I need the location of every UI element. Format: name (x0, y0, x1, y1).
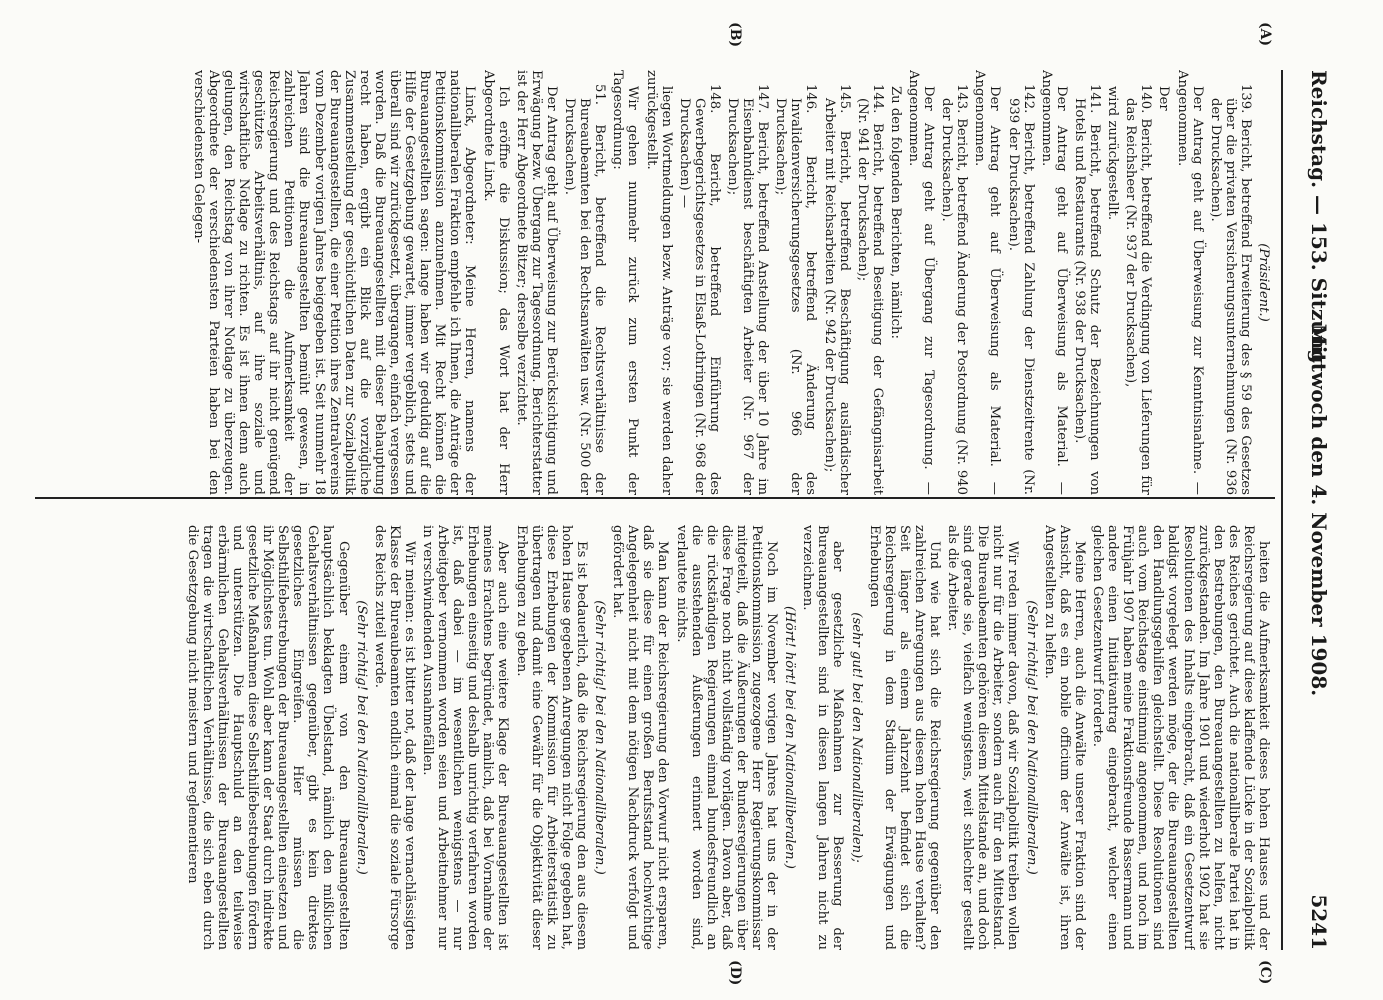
column-divider (35, 497, 1275, 499)
paragraph: Linck, Abgeordneter: Meine Herren, namens der nationalliberalen Fraktion empfehle ich Ihnen, die Anträge der Petitionskommission anzunehmen. Mit Recht können die Bureauangestellten sagen: lange haben wir geduldig auf die Hilfe der Gesetzgebung gewartet, immer vergeblich, stets und überall sind wir zurückgesetzt, übergangen, einfach vergessen worden. Daß die Bureauangestellten mit dieser Behauptung recht haben, ergibt ein Blick auf die vorzügliche Zusammenstellung der geschichtlichen Daten zur Sozialpolitik der Bureauangestellten, die einer Petition ihres Zentralvereins vom Dezember vorigen Jahres beigegeben ist. Seit nunmehr 18 Jahren sind die Bureauangestellten bemüht gewesen, in zahlreichen Petitionen die Aufmerksamkeit der Reichsregierung und des Reichstags auf ihr nicht genügend geschütztes Arbeitsverhältnis, auf ihre soziale und wirtschaftliche Notlage zu richten. Es ist ihnen denn auch gelungen, den Reichstag von ihrer Notlage zu überzeugen. Abgeordnete der verschiedensten Parteien haben bei den verschiedensten Gelegen- (190, 70, 478, 495)
paragraph: 140. Bericht, betreffend die Verdingung von Lieferungen für das Reichsheer (Nr. 937 der Drucksachen), (1123, 84, 1154, 495)
paragraph: 148. Bericht, betreffend Einführung des Gewerbegerichtsgesetzes in Elsaß-Lothringen (Nr. 968 der Drucksachen) — (676, 84, 722, 495)
paragraph: Es ist bedauerlich, daß die Reichsregierung den aus diesem hohen Hause gegebenen Anregungen nicht Folge gegeben hat, diese Erhebungen der Kommission für Arbeiterstatistik zu übertragen und damit eine Gewähr für die Objektivität dieser Erhebungen zu geben. (513, 525, 589, 950)
paragraph: aber gesetzliche Maßnahmen zur Besserung der Bureauangestellten sind in diesen langen Jahren nicht zu verzeichnen. (800, 525, 846, 950)
paragraph: Meine Herren, auch die Anwälte unserer Fraktion sind der Ansicht, daß es ein nobile officium der Anwälte ist, ihren Angestellten zu helfen. (1041, 525, 1087, 950)
header-session: Reichstag. — 153. Sitzung. (1307, 70, 1331, 371)
paragraph: Wir gehen nunmehr zurück zum ersten Punkt der Tagesordnung: (610, 70, 641, 495)
page-number: 5241 (1307, 894, 1331, 950)
paragraph: (Sehr richtig! bei den Nationalliberalen.) (592, 600, 608, 875)
paragraph: heiten die Aufmerksamkeit dieses hohen Hauses und der Reichsregierung auf diese klaffende Lücke in der Sozialpolitik des Reiches gerichtet. Auch die nationalliberale Partei hat in den Bestrebungen, den Bureauangestellten zu helfen, nicht zurückgestanden. Im Jahre 1901 und wiederholt 1902 hat sie Resolutionen des Inhalts eingebracht, daß ein Gesetzentwurf baldigst vorgelegt werden möge, der die Bureauangestellten den Handlungsgehilfen gleichstellt. Diese Resolutionen sind auch vom Reichstage einstimmig angenommen, und noch im Frühjahr 1907 haben meine Fraktionsfreunde Bassermann und andere einen Initiativantrag eingebracht, welcher einen gleichen Gesetzentwurf forderte. (1089, 525, 1271, 950)
paragraph: Aber auch eine weitere Klage der Bureauangestellten ist meines Erachtens begründet, nämlich, daß bei Vornahme der Erhebungen einseitig und deshalb unrichtig verfahren worden ist, daß dabei — im wesentlichen wenigstens — nur Arbeitgeber vernommen worden seien und Arbeitnehmer nur in verschwindenden Ausnahmefällen. (420, 525, 511, 950)
paragraph: 145. Bericht, betreffend Beschäftigung ausländischer Arbeiter mit Reichsarbeiten (Nr. 942 der Drucksachen); (821, 84, 852, 495)
paragraph: 141. Bericht, betreffend Schutz der Bezeichnungen von Hotels und Restaurants (Nr. 938 der Drucksachen). (1071, 84, 1103, 495)
paragraph: 147. Bericht, betreffend Anstellung der über 10 Jahre im Eisenbahndienst beschäftigten Arbeiter (Nr. 967 der Drucksachen); (725, 84, 771, 495)
paragraph: (Präsident.) (1256, 243, 1271, 322)
paragraph: 139. Bericht, betreffend Erweiterung des § 59 des Gesetzes über die privaten Versicherungsunternehmungen (Nr. 936 der Drucksachen). (1207, 84, 1253, 495)
paragraph: 142. Bericht, betreffend Zahlung der Dienstzeitrente (Nr. 939 der Drucksachen). (1005, 84, 1036, 495)
page-header (1281, 70, 1353, 950)
paragraph: Der (1156, 86, 1172, 111)
left-column (41, 70, 1271, 495)
paragraph: 143. Bericht, betreffend Änderung der Postordnung (Nr. 940 der Drucksachen). (939, 84, 970, 495)
paragraph: 144. Bericht, betreffend Beseitigung der Gefängnisarbeit (Nr. 941 der Drucksachen); (854, 84, 885, 495)
paragraph: Zu den folgenden Berichten, nämlich: (887, 86, 903, 339)
paragraph: (sehr gut! bei den Nationalliberalen); (848, 612, 864, 863)
paragraph: Man kann der Reichsregierung den Vorwurf nicht ersparen, daß sie diese für einen großen Berufsstand hochwichtige Angelegenheit nicht mit dem nötigen Nachdruck verfolgt und gefördert hat. (610, 525, 671, 950)
margin-mark-a: (A) (1257, 22, 1273, 47)
margin-mark-b: (B) (727, 22, 743, 48)
paragraph: 146. Bericht, betreffend Änderung des Invalidenversicherungsgesetzes (Nr. 966 der Drucksachen); (773, 84, 819, 495)
paragraph: Gegenüber einem von den Bureauangestellten hauptsächlich beklagten Übelstand, nämlich den mißlichen Gehaltsverhältnissen gegenüber, gibt es kein direktes gesetzliches Eingreifen. Hier müssen die Selbsthilfebestrebungen der Bureauangestellten einsetzen und ihr Möglichstes tun. Wohl aber kann der Staat durch indirekte gesetzliche Maßnahmen diese Selbsthilfebestrebungen fördern und unterstützen. Die Hauptschuld an den teilweise erbärmlichen Gehaltsverhältnissen der Bureauangestellten tragen die wirtschaftlichen Verhältnisse, die sich eben durch die Gesetzgebung nicht meistern und reglementieren (184, 525, 351, 950)
paragraph: Wir meinen: es ist bitter not, daß der lange vernachlässigten Klasse der Bureaubeamten endlich einmal die soziale Fürsorge des Reichs zuteil werde. (371, 525, 417, 950)
paragraph: Der Antrag geht auf Überweisung zur Kenntnisnahme. — Angenommen. (1174, 70, 1205, 495)
margin-mark-d: (D) (727, 960, 743, 986)
paragraph: wird zurückgestellt. (1105, 86, 1121, 221)
paragraph: (Sehr richtig! bei den Nationalliberalen.) (353, 600, 369, 875)
header-date: Mittwoch den 4. November 1908. (1307, 323, 1331, 697)
paragraph: Der Antrag geht auf Überweisung zur Berücksichtigung und Erwägung bezw. Übergang zur Tagesordnung. Berichterstatter ist der Herr Abgeordnete Bitzer; derselbe verzichtet. (513, 70, 559, 495)
paragraph: Der Antrag geht auf Übergang zur Tagesordnung. — Angenommen. (906, 70, 937, 495)
paragraph: Der Antrag geht auf Überweisung als Material. — Angenommen. (972, 70, 1003, 495)
margin-mark-c: (C) (1257, 960, 1273, 985)
paragraph: liegen Wortmeldungen bezw. Anträge vor; sie werden daher zurückgestellt. (643, 70, 674, 495)
paragraph: Der Antrag geht auf Überweisung als Material. — Angenommen. (1038, 70, 1069, 495)
paragraph: Und wie hat sich die Reichsregierung gegenüber den zahlreichen Anregungen aus diesem hohen Hause verhalten? Seit länger als einem Jahrzehnt befindet sich die Reichsregierung in dem Stadium der Erwägungen und Erhebungen (866, 525, 943, 950)
paragraph: Ich eröffne die Diskussion; das Wort hat der Herr Abgeordnete Linck. (480, 70, 511, 495)
paragraph: 51. Bericht, betreffend die Rechtsverhältnisse der Bureaubeamten bei den Rechtsanwälten usw. (Nr. 500 der Drucksachen). (562, 84, 608, 495)
right-column (41, 525, 1271, 950)
paragraph: (Sehr richtig! bei den Nationalliberalen.) (1023, 600, 1039, 875)
paragraph: Noch im November vorigen Jahres hat uns der in der Petitionskommission zugezogene Herr Regierungskommissar mitgeteilt, daß die Äußerungen der Bundesregierungen über diese Frage noch nicht vollständig vorlägen. Davon aber, daß die rückständigen Regierungen einmal bundesfreundlich an die ausstehenden Äußerungen erinnert worden sind, verlautete nichts. (673, 525, 780, 950)
paragraph: Wir reden immer davon, daß wir Sozialpolitik treiben wollen nicht nur für die Arbeiter, sondern auch für den Mittelstand. Die Bureaubeamten gehören diesem Mittelstande an, und doch sind gerade sie, vielfach wenigstens, weit schlechter gestellt als die Arbeiter. (945, 525, 1021, 950)
paragraph: (Hört! hört! bei den Nationalliberalen.) (782, 606, 798, 869)
